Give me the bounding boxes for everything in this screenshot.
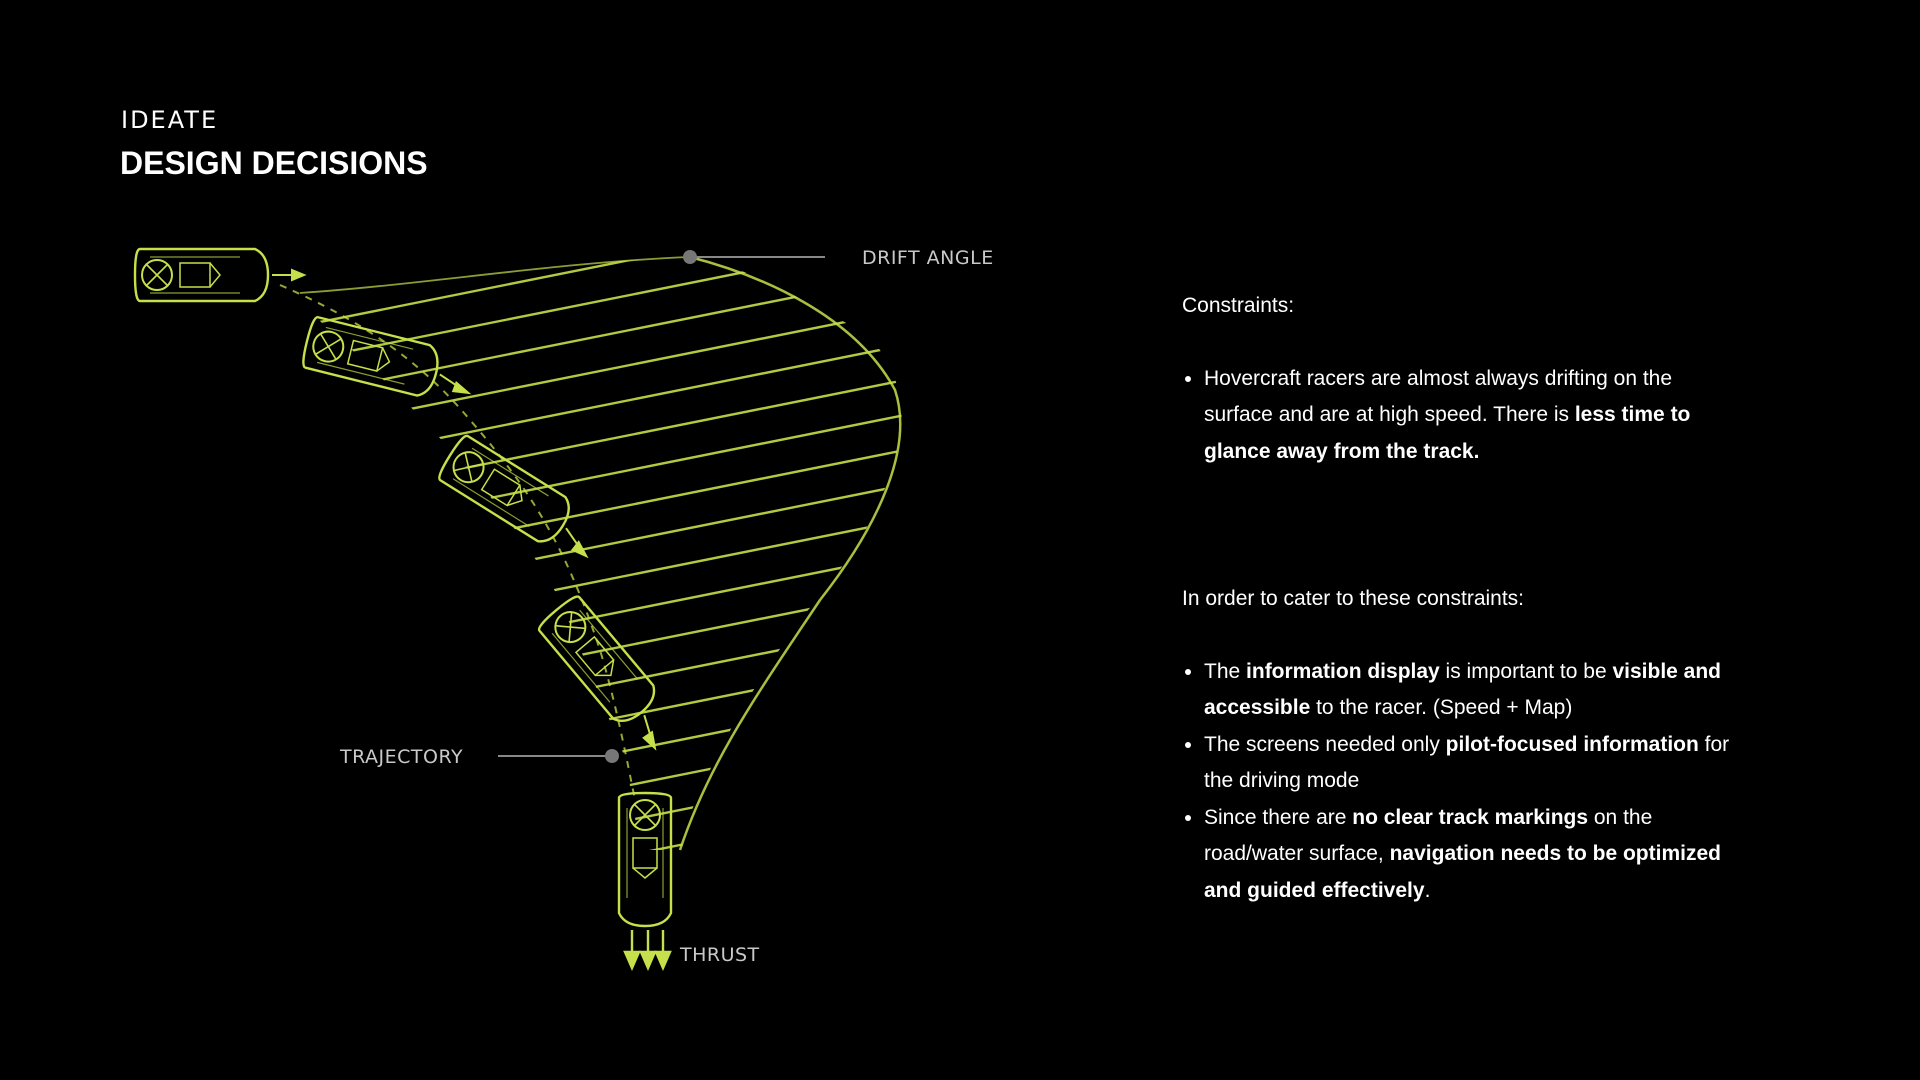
thrust-label: THRUST [680, 944, 760, 966]
hovercraft-icon [135, 249, 304, 301]
thrust-arrow-icon [437, 374, 471, 394]
hovercraft-icon [619, 793, 671, 926]
page-title: DESIGN DECISIONS [120, 145, 428, 181]
trajectory-label: TRAJECTORY [340, 746, 464, 768]
constraint-item: • Hovercraft racers are almost always drifting on the surface and are at high speed. There is less time to glance away from the track. [1204, 361, 1742, 471]
response-heading: In order to cater to these constraints: [1182, 587, 1525, 610]
thrust-arrows [625, 930, 670, 968]
drift-angle-label: DRIFT ANGLE [862, 247, 994, 269]
trajectory-dot [605, 749, 619, 763]
constraints-list [1182, 361, 1742, 471]
constraints-panel [1182, 288, 1742, 909]
response-item-information-display: • The information display is important to be visible and accessible to the racer. (Speed + Map) [1204, 654, 1742, 727]
hovercraft-icon [436, 434, 607, 568]
response-item-pilot-focused: • The screens needed only pilot-focused information for the driving mode [1204, 727, 1742, 800]
hovercraft-icon [536, 593, 684, 756]
thrust-arrow-icon [272, 270, 304, 280]
response-list [1182, 654, 1742, 910]
section-eyebrow: IDEATE [121, 106, 219, 134]
drift-angle-dot [683, 250, 697, 264]
constraints-heading: Constraints: [1182, 294, 1295, 317]
drift-area [250, 196, 950, 966]
response-item-navigation: • Since there are no clear track markings on the road/water surface, navigation needs to be optimized and guided effectively. [1204, 800, 1742, 910]
drift-outline [680, 257, 900, 850]
trajectory-path [280, 285, 635, 800]
